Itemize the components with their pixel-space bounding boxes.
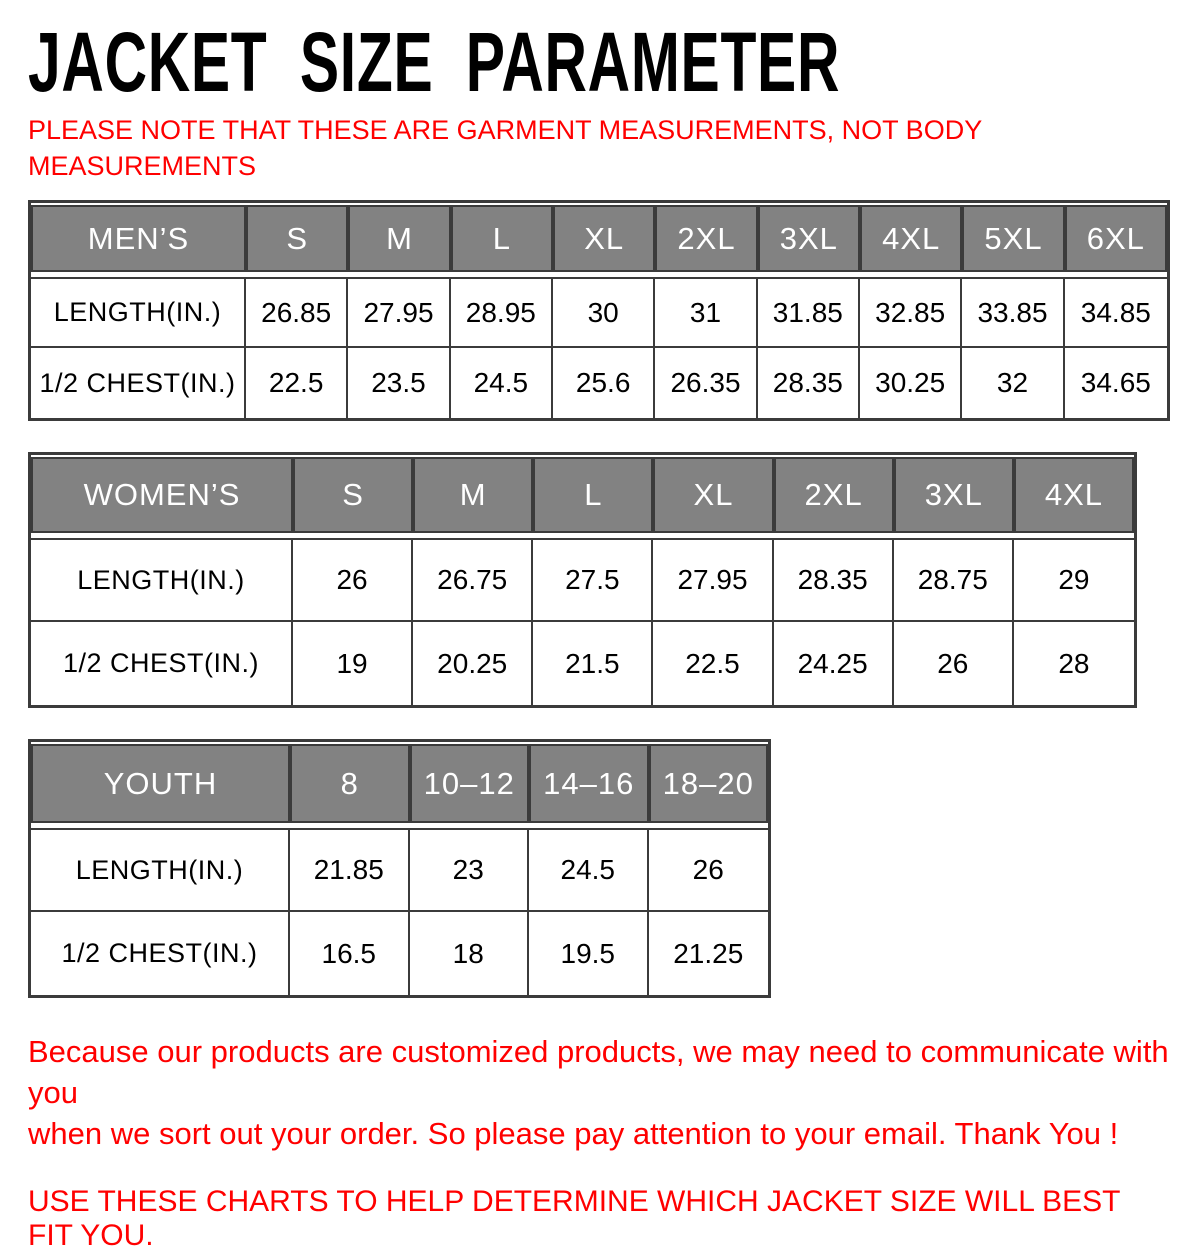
womens-value-cell: 28.75: [894, 538, 1014, 620]
womens-value-cell: 19: [293, 620, 413, 705]
mens-value-cell: 22.5: [246, 346, 348, 418]
page-title: [28, 15, 1172, 109]
mens-value-cell: 23.5: [348, 346, 450, 418]
womens-size-header-cell: 4XL: [1014, 457, 1134, 533]
youth-row-label-cell: LENGTH(IN.): [31, 828, 290, 910]
mens-size-header-cell: XL: [553, 205, 655, 272]
womens-value-cell: 28.35: [774, 538, 894, 620]
youth-value-cell: 21.25: [649, 910, 769, 995]
womens-value-cell: 26: [293, 538, 413, 620]
womens-value-cell: 28: [1014, 620, 1134, 705]
womens-size-header-cell: XL: [653, 457, 773, 533]
womens-value-cell: 24.25: [774, 620, 894, 705]
womens-size-header-cell: M: [413, 457, 533, 533]
womens-value-cell: 26: [894, 620, 1014, 705]
chart-usage-note: USE THESE CHARTS TO HELP DETERMINE WHICH JACKET SIZE WILL BEST FIT YOU.: [28, 1185, 1120, 1252]
mens-group-header-cell: MEN’S: [31, 205, 246, 272]
mens-value-cell: 34.65: [1065, 346, 1167, 418]
youth-value-cell: 16.5: [290, 910, 410, 995]
mens-value-cell: 32: [962, 346, 1064, 418]
mens-value-cell: 26.85: [246, 277, 348, 346]
womens-value-cell: 22.5: [653, 620, 773, 705]
womens-value-cell: 26.75: [413, 538, 533, 620]
womens-row-label-cell: LENGTH(IN.): [31, 538, 293, 620]
womens-size-header-cell: L: [533, 457, 653, 533]
womens-value-cell: 20.25: [413, 620, 533, 705]
youth-group-header-cell: YOUTH: [31, 744, 290, 823]
mens-size-header-cell: 4XL: [860, 205, 962, 272]
youth-size-header-cell: 10–12: [410, 744, 530, 823]
youth-value-cell: 18: [410, 910, 530, 995]
mens-value-cell: 26.35: [655, 346, 757, 418]
mens-size-header-cell: 3XL: [758, 205, 860, 272]
mens-value-cell: 31: [655, 277, 757, 346]
garment-measurement-note: [28, 112, 1172, 184]
youth-size-header-cell: 8: [290, 744, 410, 823]
mens-value-cell: 28.35: [758, 346, 860, 418]
mens-size-header-cell: 2XL: [655, 205, 757, 272]
womens-size-header-cell: 3XL: [894, 457, 1014, 533]
mens-size-header-cell: S: [246, 205, 348, 272]
womens-group-header-cell: WOMEN’S: [31, 457, 293, 533]
mens-size-table: [28, 200, 1170, 421]
womens-size-table: [28, 452, 1137, 708]
womens-row-label-cell: 1/2 CHEST(IN.): [31, 620, 293, 705]
footer-line-1: Because our products are customized products, we may need to communicate with you: [28, 1034, 1169, 1110]
note-line-1: PLEASE NOTE THAT THESE ARE GARMENT MEASUREMENTS, NOT BODY: [28, 115, 983, 145]
womens-size-header-cell: 2XL: [774, 457, 894, 533]
youth-value-cell: 24.5: [529, 828, 649, 910]
womens-value-cell: 21.5: [533, 620, 653, 705]
customized-products-note: [28, 1031, 1172, 1154]
page-title-text: JACKET SIZE PARAMETER: [28, 15, 841, 109]
youth-value-cell: 21.85: [290, 828, 410, 910]
mens-size-header-cell: M: [348, 205, 450, 272]
youth-value-cell: 26: [649, 828, 769, 910]
youth-size-table: [28, 739, 771, 998]
footer-line-2: when we sort out your order. So please pay attention to your email. Thank You !: [28, 1116, 1119, 1151]
mens-value-cell: 31.85: [758, 277, 860, 346]
mens-size-header-cell: 5XL: [962, 205, 1064, 272]
youth-size-header-cell: 18–20: [649, 744, 769, 823]
womens-value-cell: 29: [1014, 538, 1134, 620]
mens-size-header-cell: L: [451, 205, 553, 272]
youth-size-header-cell: 14–16: [529, 744, 649, 823]
mens-row-label-cell: LENGTH(IN.): [31, 277, 246, 346]
mens-value-cell: 33.85: [962, 277, 1064, 346]
womens-value-cell: 27.95: [653, 538, 773, 620]
mens-value-cell: 34.85: [1065, 277, 1167, 346]
mens-size-header-cell: 6XL: [1065, 205, 1167, 272]
youth-row-label-cell: 1/2 CHEST(IN.): [31, 910, 290, 995]
mens-value-cell: 30: [553, 277, 655, 346]
womens-size-header-cell: S: [293, 457, 413, 533]
mens-value-cell: 30.25: [860, 346, 962, 418]
mens-value-cell: 32.85: [860, 277, 962, 346]
note-line-2: MEASUREMENTS: [28, 151, 257, 181]
mens-value-cell: 25.6: [553, 346, 655, 418]
mens-row-label-cell: 1/2 CHEST(IN.): [31, 346, 246, 418]
youth-value-cell: 23: [410, 828, 530, 910]
youth-value-cell: 19.5: [529, 910, 649, 995]
mens-value-cell: 28.95: [451, 277, 553, 346]
mens-value-cell: 27.95: [348, 277, 450, 346]
mens-value-cell: 24.5: [451, 346, 553, 418]
womens-value-cell: 27.5: [533, 538, 653, 620]
